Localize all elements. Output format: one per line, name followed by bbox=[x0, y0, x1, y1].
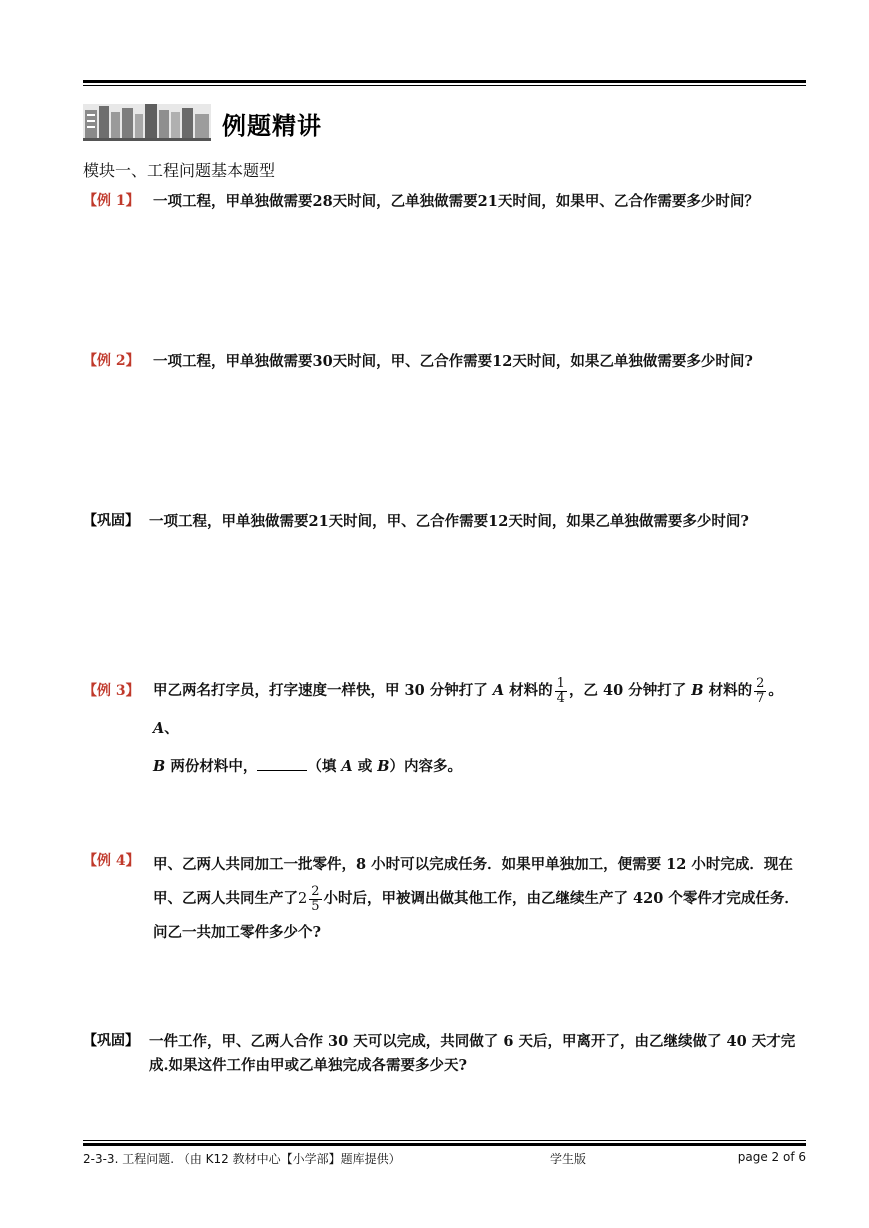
footer-source: 2-3-3. 工程问题. （由 K12 教材中心【小学部】题库提供） bbox=[83, 1152, 401, 1166]
problem-text: 甲、乙两人共同加工一批零件，8 小时可以完成任务．如果甲单独加工，便需要 12 小时完成．现在甲、乙两人共同生产了2 $\frac{2}{5}$ 小时后，甲被调出做其他工作，由乙继续生产了 420 个零件才完成任务．问乙一共加工零件多少个? bbox=[153, 856, 799, 941]
problem-tag: 【例 2】 bbox=[83, 353, 140, 369]
problem-tag: 【例 4】 bbox=[83, 853, 140, 869]
problem-text: 一项工程，甲单独做需要30天时间，甲、乙合作需要12天时间，如果乙单独做需要多少时间? bbox=[153, 353, 753, 370]
footer-edition: 学生版 bbox=[550, 1152, 587, 1166]
mixed-number: 2 $\frac{2}{5}$ bbox=[298, 883, 320, 914]
footer-rule-thick bbox=[83, 1143, 806, 1146]
problem-tag: 【例 3】 bbox=[83, 683, 140, 699]
section-title: 例题精讲 bbox=[222, 112, 322, 140]
answer-blank[interactable] bbox=[257, 756, 307, 771]
problem-text: 一项工程，甲单独做需要28天时间，乙单独做需要21天时间，如果甲、乙合作需要多少时间？ bbox=[153, 193, 759, 210]
header-rule-thick bbox=[83, 80, 806, 83]
books-icon bbox=[83, 98, 211, 142]
problem-text: 一项工程，甲单独做需要21天时间，甲、乙合作需要12天时间，如果乙单独做需要多少时间? bbox=[149, 513, 749, 530]
fraction: $\frac{1}{4}$ bbox=[556, 675, 565, 706]
problem-tag: 【例 1】 bbox=[83, 193, 140, 209]
footer-rule-thin bbox=[83, 1140, 806, 1141]
fraction: $\frac{2}{7}$ bbox=[756, 675, 765, 706]
module-title: 模块一、工程问题基本题型 bbox=[83, 161, 276, 180]
header-rule-thin bbox=[83, 85, 806, 86]
problem-tag: 【巩固】 bbox=[83, 1033, 139, 1049]
problem-text: 一件工作，甲、乙两人合作 30 天可以完成，共同做了 6 天后，甲离开了，由乙继续做了 40 天才完成.如果这件工作由甲或乙单独完成各需要多少天? bbox=[149, 1033, 796, 1074]
problem-tag: 【巩固】 bbox=[83, 513, 139, 529]
problem-text: 甲乙两名打字员，打字速度一样快，甲 30 分钟打了 A 材料的 $\frac{1}{4}$ ，乙 40 分钟打了 B 材料的 $\frac{2}{7}$ 。A、 B 两份材料中， （填 A 或 B）内容多。 bbox=[153, 675, 783, 775]
footer-page-number: page 2 of 6 bbox=[737, 1150, 806, 1164]
